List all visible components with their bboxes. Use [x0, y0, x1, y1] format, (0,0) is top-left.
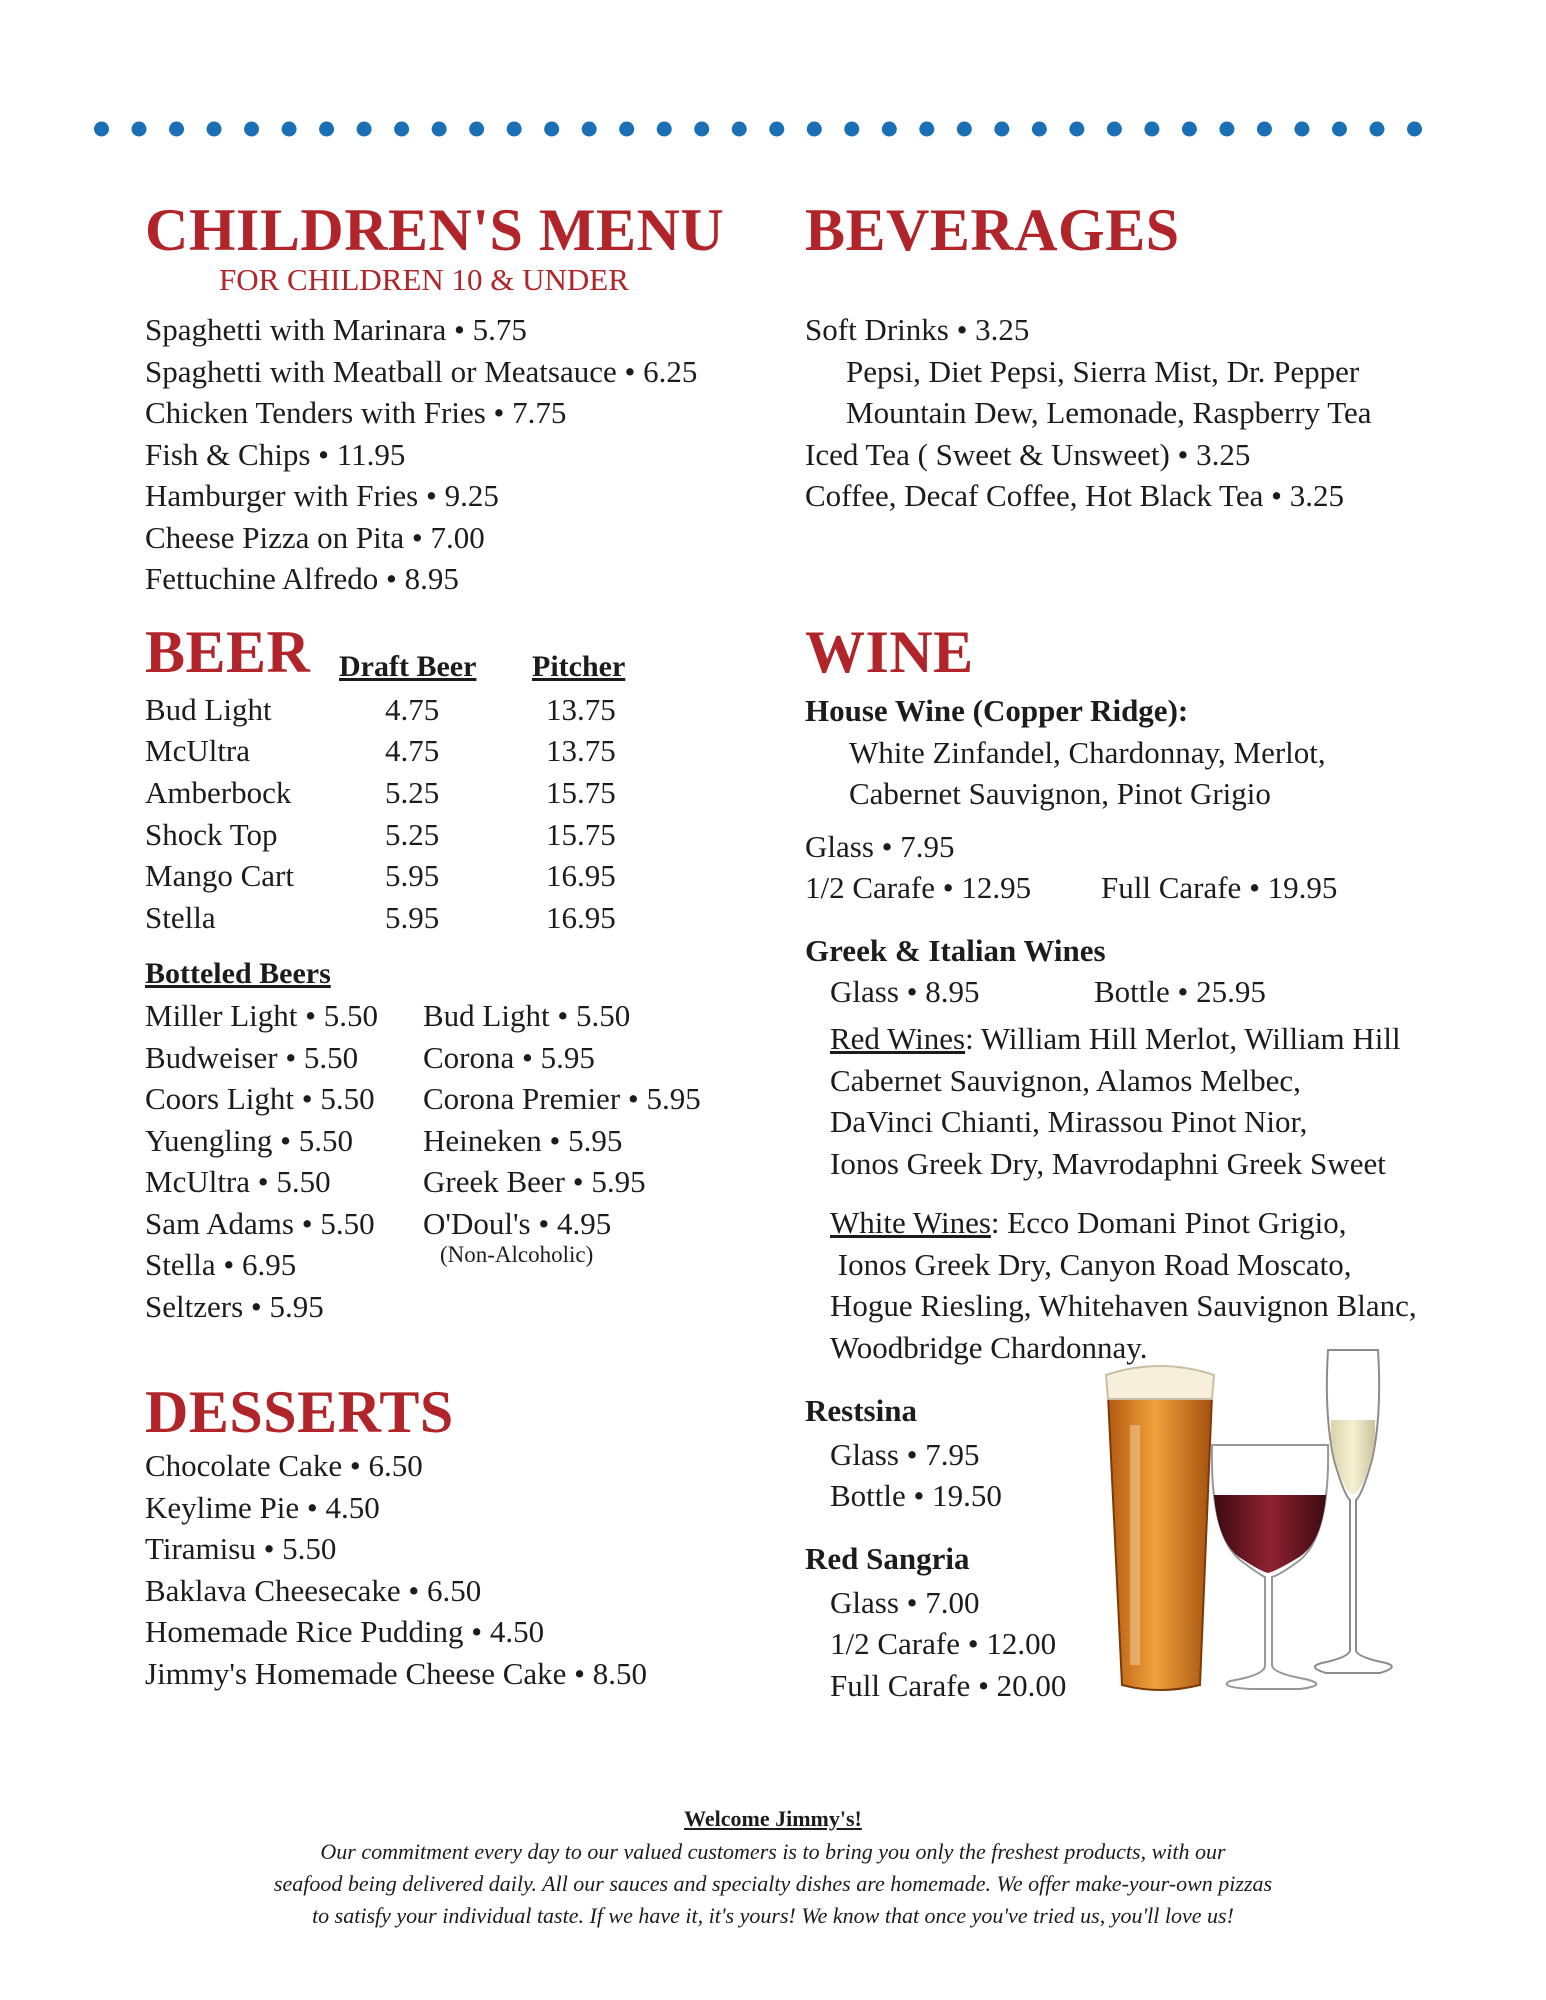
- divider-dot: [132, 122, 147, 137]
- beer-heading: BEER: [145, 619, 311, 685]
- house-wine-list-line-2: Cabernet Sauvignon, Pinot Grigio: [849, 776, 1271, 811]
- list-item: Spaghetti with Marinara • 5.75: [145, 312, 527, 347]
- retsina-heading: Restsina: [805, 1393, 917, 1428]
- list-item: Tiramisu • 5.50: [145, 1531, 337, 1566]
- house-wine-glass-price: Glass • 7.95: [805, 829, 955, 864]
- list-item: Corona • 5.95: [423, 1039, 595, 1075]
- sangria-glass-price: Glass • 7.00: [830, 1585, 980, 1620]
- sangria-full-carafe-price: Full Carafe • 20.00: [830, 1668, 1067, 1703]
- pitcher-price: 16.95: [546, 858, 616, 893]
- divider-dot: [657, 122, 672, 137]
- white-wines-list: [830, 1202, 1417, 1368]
- table-row: [145, 733, 665, 774]
- sangria-half-carafe-price: 1/2 Carafe • 12.00: [830, 1626, 1057, 1661]
- table-row: [145, 817, 665, 858]
- divider-dot: [1069, 122, 1084, 137]
- beer-name: Bud Light: [145, 692, 272, 727]
- table-row: [145, 692, 665, 733]
- bottled-beers-left-list: [145, 995, 378, 1327]
- list-item: McUltra • 5.50: [145, 1164, 331, 1199]
- divider-dot: [1257, 122, 1272, 137]
- divider-dot: [544, 122, 559, 137]
- divider-dot: [1107, 122, 1122, 137]
- divider-dot: [94, 122, 109, 137]
- red-wines-list: [830, 1018, 1401, 1184]
- list-item: Hogue Riesling, Whitehaven Sauvignon Blanc,: [830, 1288, 1417, 1323]
- divider-dot: [1332, 122, 1347, 137]
- divider-dot: [1369, 122, 1384, 137]
- draft-price: 4.75: [385, 692, 440, 727]
- divider-dot: [432, 122, 447, 137]
- list-item: Cheese Pizza on Pita • 7.00: [145, 519, 485, 555]
- list-item: Red Wines: William Hill Merlot, William Hill: [830, 1021, 1401, 1056]
- footer-title: Welcome Jimmy's!: [684, 1806, 862, 1831]
- beverages-list: [805, 309, 1372, 517]
- list-item: White Wines: Ecco Domani Pinot Grigio,: [830, 1205, 1347, 1240]
- list-item: O'Doul's • 4.95: [423, 1205, 612, 1241]
- list-item: Yuengling • 5.50: [145, 1122, 354, 1158]
- draft-beer-column-header: Draft Beer: [339, 650, 477, 683]
- list-item: Pepsi, Diet Pepsi, Sierra Mist, Dr. Pepper: [846, 353, 1360, 389]
- list-item: Heineken • 5.95: [423, 1122, 623, 1158]
- list-item: Keylime Pie • 4.50: [145, 1489, 380, 1525]
- footer-line-2: seafood being delivered daily. All our sauces and specialty dishes are homemade. We offer make-your-own pizzas: [273, 1871, 1273, 1896]
- childrens-menu-list: [145, 309, 697, 600]
- beverages-heading: BEVERAGES: [805, 197, 1180, 263]
- draft-price: 5.25: [385, 817, 440, 852]
- beer-name: Amberbock: [145, 775, 292, 810]
- pitcher-price: 15.75: [546, 817, 616, 852]
- greek-italian-bottle-price: Bottle • 25.95: [1094, 974, 1266, 1009]
- list-item: Coffee, Decaf Coffee, Hot Black Tea • 3.25: [805, 478, 1344, 513]
- childrens-menu-heading: CHILDREN'S MENU: [145, 197, 725, 263]
- divider-dot: [1219, 122, 1234, 137]
- list-item: Stella • 6.95: [145, 1247, 297, 1282]
- house-wine-half-carafe-price: 1/2 Carafe • 12.95: [805, 870, 1032, 905]
- beer-name: Mango Cart: [145, 858, 294, 893]
- list-item: Chicken Tenders with Fries • 7.75: [145, 395, 567, 430]
- retsina-bottle-price: Bottle • 19.50: [830, 1478, 1002, 1513]
- pitcher-price: 13.75: [546, 733, 616, 768]
- divider-dot: [282, 122, 297, 137]
- pitcher-price: 13.75: [546, 692, 616, 727]
- footer-line-3: to satisfy your individual taste. If we have it, it's yours! We know that once you've tried us, you'll love us!: [312, 1903, 1234, 1928]
- list-item: Ionos Greek Dry, Mavrodaphni Greek Sweet: [830, 1145, 1386, 1181]
- list-item: Baklava Cheesecake • 6.50: [145, 1572, 482, 1608]
- bottled-beers-right-list: [423, 995, 701, 1244]
- divider-dot: [507, 122, 522, 137]
- list-item: Bud Light • 5.50: [423, 998, 631, 1033]
- divider-dot: [807, 122, 822, 137]
- list-item: Ionos Greek Dry, Canyon Road Moscato,: [830, 1246, 1352, 1282]
- pitcher-price: 16.95: [546, 900, 616, 935]
- beer-name: Shock Top: [145, 817, 278, 852]
- divider-dot: [319, 122, 334, 137]
- bottled-beers-heading: Botteled Beers: [145, 957, 331, 990]
- divider-dot: [844, 122, 859, 137]
- pitcher-column-header: Pitcher: [532, 650, 626, 683]
- list-item: Budweiser • 5.50: [145, 1039, 359, 1075]
- divider-dot: [1407, 122, 1422, 137]
- table-row: [145, 900, 665, 941]
- table-row: [145, 775, 665, 816]
- list-item: DaVinci Chianti, Mirassou Pinot Nior,: [830, 1104, 1308, 1139]
- divider-dot: [919, 122, 934, 137]
- list-item: Spaghetti with Meatball or Meatsauce • 6.25: [145, 353, 698, 389]
- red-wines-label: Red Wines: [830, 1021, 966, 1056]
- divider-dot: [769, 122, 784, 137]
- white-wines-label: White Wines: [830, 1205, 991, 1240]
- list-item: Iced Tea ( Sweet & Unsweet) • 3.25: [805, 436, 1251, 472]
- list-item: Woodbridge Chardonnay.: [830, 1329, 1148, 1365]
- divider-dot: [1032, 122, 1047, 137]
- divider-dot: [169, 122, 184, 137]
- desserts-heading: DESSERTS: [145, 1379, 454, 1445]
- house-wine-list-line-1: White Zinfandel, Chardonnay, Merlot,: [849, 735, 1326, 770]
- divider-dot: [394, 122, 409, 137]
- table-row: [145, 858, 665, 899]
- divider-dot: [244, 122, 259, 137]
- greek-italian-glass-price: Glass • 8.95: [830, 974, 980, 1009]
- beer-name: Stella: [145, 900, 216, 935]
- list-item: Greek Beer • 5.95: [423, 1164, 646, 1199]
- divider-dot: [882, 122, 897, 137]
- house-wine-full-carafe-price: Full Carafe • 19.95: [1101, 870, 1338, 905]
- draft-price: 5.95: [385, 858, 440, 893]
- beer-and-wine-glasses-illustration: [1100, 1345, 1430, 1700]
- house-wine-heading: House Wine (Copper Ridge):: [805, 693, 1189, 728]
- dotted-divider: [94, 121, 1422, 137]
- greek-italian-wines-heading: Greek & Italian Wines: [805, 933, 1106, 968]
- draft-price: 5.95: [385, 900, 440, 935]
- list-item: Fettuchine Alfredo • 8.95: [145, 561, 459, 596]
- non-alcoholic-note: (Non-Alcoholic): [440, 1242, 594, 1267]
- childrens-menu-subtitle: FOR CHILDREN 10 & UNDER: [219, 262, 629, 297]
- divider-dot: [957, 122, 972, 137]
- desserts-list: [145, 1445, 647, 1694]
- divider-dot: [732, 122, 747, 137]
- list-item: Coors Light • 5.50: [145, 1081, 375, 1116]
- divider-dot: [582, 122, 597, 137]
- list-item: Corona Premier • 5.95: [423, 1081, 701, 1116]
- list-item: Hamburger with Fries • 9.25: [145, 478, 499, 513]
- list-item: Seltzers • 5.95: [145, 1288, 324, 1324]
- draft-price: 5.25: [385, 775, 440, 810]
- list-item: Homemade Rice Pudding • 4.50: [145, 1614, 545, 1649]
- retsina-glass-price: Glass • 7.95: [830, 1437, 980, 1472]
- divider-dot: [1294, 122, 1309, 137]
- divider-dot: [994, 122, 1009, 137]
- list-item: Soft Drinks • 3.25: [805, 312, 1030, 347]
- wine-heading: WINE: [805, 619, 974, 685]
- pitcher-price: 15.75: [546, 775, 616, 810]
- divider-dot: [619, 122, 634, 137]
- list-item: Fish & Chips • 11.95: [145, 436, 406, 472]
- beer-name: McUltra: [145, 733, 251, 768]
- divider-dot: [694, 122, 709, 137]
- list-item: Mountain Dew, Lemonade, Raspberry Tea: [846, 395, 1372, 430]
- list-item: Sam Adams • 5.50: [145, 1205, 375, 1241]
- list-item: Chocolate Cake • 6.50: [145, 1448, 423, 1483]
- divider-dot: [357, 122, 372, 137]
- divider-dot: [469, 122, 484, 137]
- red-sangria-heading: Red Sangria: [805, 1541, 970, 1576]
- divider-dot: [207, 122, 222, 137]
- draft-price: 4.75: [385, 733, 440, 768]
- footer-line-1: Our commitment every day to our valued customers is to bring you only the freshest products, with our: [320, 1839, 1226, 1864]
- list-item: Miller Light • 5.50: [145, 998, 378, 1033]
- list-item: Cabernet Sauvignon, Alamos Melbec,: [830, 1062, 1301, 1098]
- divider-dot: [1182, 122, 1197, 137]
- divider-dot: [1144, 122, 1159, 137]
- list-item: Jimmy's Homemade Cheese Cake • 8.50: [145, 1655, 648, 1691]
